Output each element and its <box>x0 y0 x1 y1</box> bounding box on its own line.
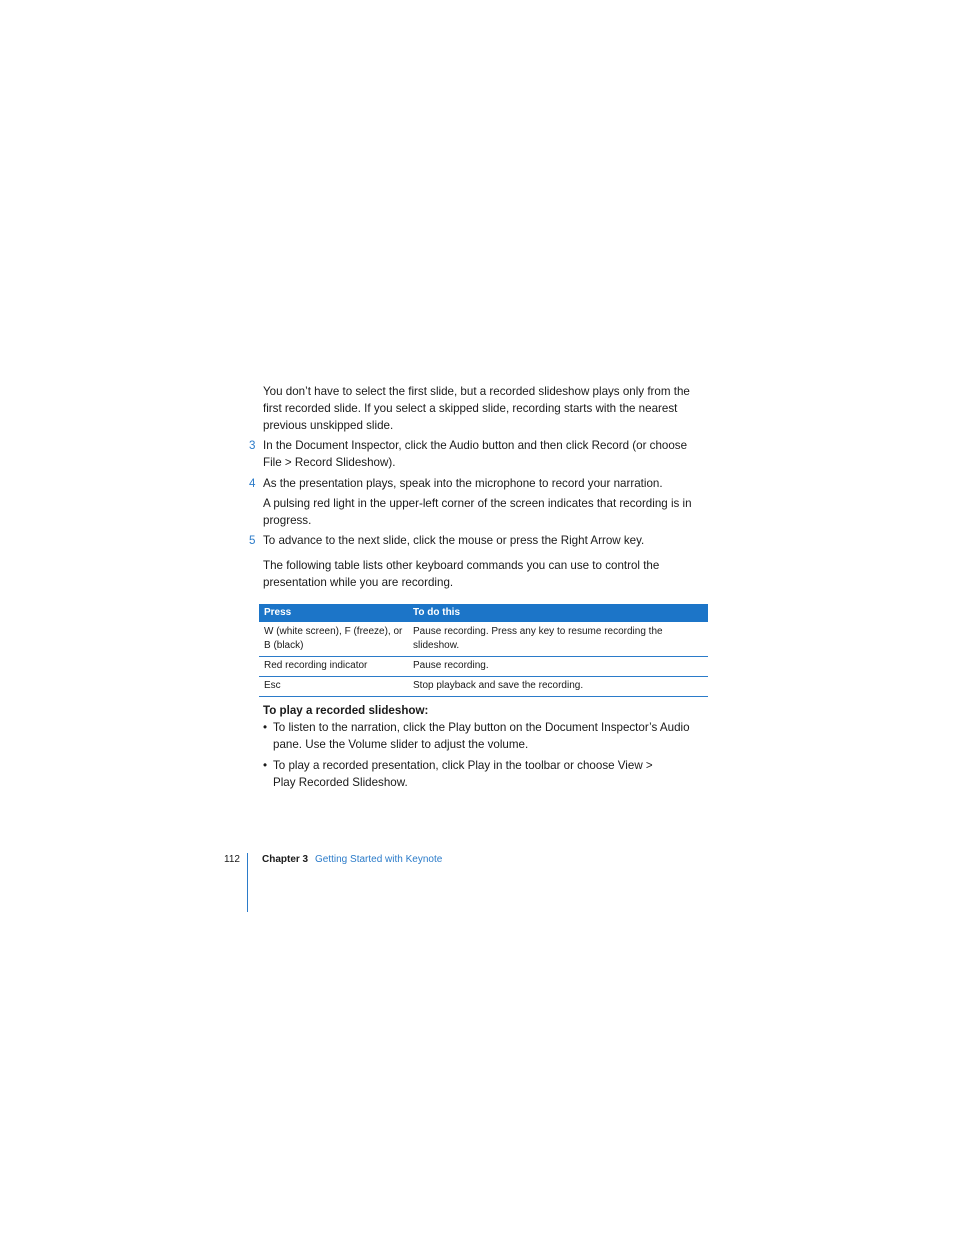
cell-line: Pause recording. Press any key to resume recording the <box>413 626 663 637</box>
step-number-4: 4 <box>249 477 256 490</box>
note-line: progress. <box>263 514 312 527</box>
footer-divider <box>247 853 248 912</box>
step-line: As the presentation plays, speak into the microphone to record your narration. <box>263 477 663 490</box>
step-number-5: 5 <box>249 534 256 547</box>
table-row <box>259 657 708 677</box>
note-line: A pulsing red light in the upper-left corner of the screen indicates that recording is in <box>263 497 692 510</box>
step-4-text <box>263 475 663 492</box>
table-cell-action: Pause recording. <box>413 660 489 671</box>
cell-line: B (black) <box>264 640 304 651</box>
table-intro <box>263 557 659 591</box>
step-5-text <box>263 532 644 549</box>
bullet-line: To play a recorded presentation, click Play in the toolbar or choose View > <box>273 759 653 772</box>
bullet-item <box>273 719 690 753</box>
bullet-line: Play Recorded Slideshow. <box>273 776 408 789</box>
table-intro-line: presentation while you are recording. <box>263 576 454 589</box>
intro-paragraph <box>263 383 690 434</box>
column-header-action: To do this <box>413 607 461 618</box>
table-intro-line: The following table lists other keyboard commands you can use to control the <box>263 559 660 572</box>
table-cell-press: Red recording indicator <box>264 660 368 671</box>
step-4-note <box>263 495 692 529</box>
cell-line: W (white screen), F (freeze), or <box>264 626 403 637</box>
bullet-marker: • <box>263 759 268 772</box>
table-row <box>259 622 708 657</box>
intro-line: previous unskipped slide. <box>263 419 394 432</box>
page-number: 112 <box>224 854 240 865</box>
cell-line: slideshow. <box>413 640 460 651</box>
step-line: In the Document Inspector, click the Audio button and then click Record (or choose <box>263 439 688 452</box>
bullet-line: To listen to the narration, click the Play button on the Document Inspector’s Audio <box>273 721 690 734</box>
intro-line: You don’t have to select the first slide, but a recorded slideshow plays only from the <box>263 385 690 398</box>
bullet-line: pane. Use the Volume slider to adjust the volume. <box>273 738 529 751</box>
bullet-marker: • <box>263 721 268 734</box>
table-row <box>259 677 708 697</box>
table-cell-action: Stop playback and save the recording. <box>413 680 584 691</box>
play-heading: To play a recorded slideshow: <box>263 704 429 717</box>
chapter-title-link[interactable]: Getting Started with Keynote <box>315 854 443 865</box>
bullet-item <box>273 757 653 791</box>
intro-line: first recorded slide. If you select a skipped slide, recording starts with the nearest <box>263 402 678 415</box>
keyboard-commands-table <box>259 604 708 697</box>
table-cell-action <box>413 625 663 653</box>
column-header-press: Press <box>264 607 292 618</box>
table-cell-press <box>264 625 402 653</box>
table-cell-press: Esc <box>264 680 281 691</box>
step-number-3: 3 <box>249 439 256 452</box>
step-line: To advance to the next slide, click the mouse or press the Right Arrow key. <box>263 534 645 547</box>
step-3-text <box>263 437 687 471</box>
chapter-label: Chapter 3 <box>262 854 309 865</box>
table-header-row <box>259 604 708 622</box>
step-line: File > Record Slideshow). <box>263 456 396 469</box>
